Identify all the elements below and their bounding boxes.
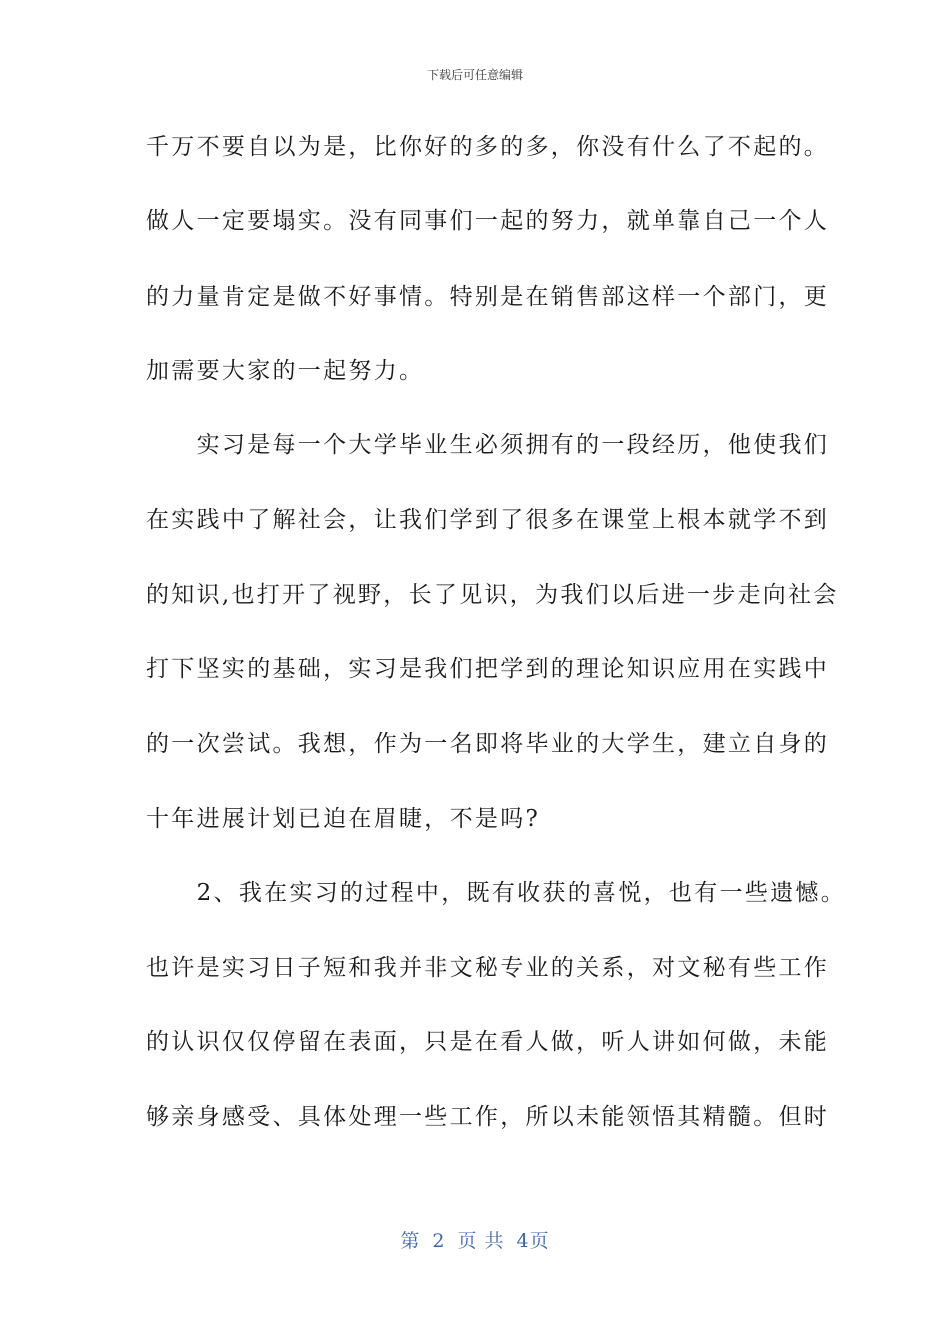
text-line-5: 实习是每一个大学毕业生必须拥有的一段经历，他使我们: [146, 432, 830, 458]
text-line-1: 千万不要自以为是，比你好的多的多，你没有什么了不起的。: [146, 134, 830, 160]
footer-current-page: 2: [432, 1230, 446, 1252]
text-line-13: 的认识仅仅停留在表面，只是在看人做，听人讲如何做，未能: [146, 1029, 830, 1055]
page-header: 下载后可任意编辑: [426, 68, 523, 82]
text-line-12: 也许是实习日子短和我并非文秘专业的关系，对文秘有些工作: [146, 955, 830, 981]
text-line-7: 的知识,也打开了视野，长了见识，为我们以后进一步走向社会: [146, 582, 839, 608]
footer-total-pages: 4页: [516, 1230, 550, 1252]
footer-label-of: 页 共: [457, 1230, 505, 1252]
text-line-4: 加需要大家的一起努力。: [146, 358, 425, 384]
text-line-6: 在实践中了解社会，让我们学到了很多在课堂上根本就学不到: [146, 507, 830, 533]
text-line-9: 的一次尝试。我想，作为一名即将毕业的大学生，建立自身的: [146, 731, 830, 757]
text-line-11: 2、我在实习的过程中，既有收获的喜悦，也有一些遗憾。: [146, 880, 847, 906]
text-line-3: 的力量肯定是做不好事情。特别是在销售部这样一个部门，更: [146, 284, 830, 310]
text-line-10: 十年进展计划已迫在眉睫，不是吗?: [146, 806, 541, 832]
text-line-8: 打下坚实的基础，实习是我们把学到的理论知识应用在实践中: [146, 656, 830, 682]
text-line-2: 做人一定要塌实。没有同事们一起的努力，就单靠自己一个人: [146, 208, 830, 234]
footer-label-page: 第: [400, 1230, 421, 1252]
text-line-14: 够亲身感受、具体处理一些工作，所以未能领悟其精髓。但时: [146, 1104, 830, 1130]
page-footer: [0, 1226, 950, 1253]
